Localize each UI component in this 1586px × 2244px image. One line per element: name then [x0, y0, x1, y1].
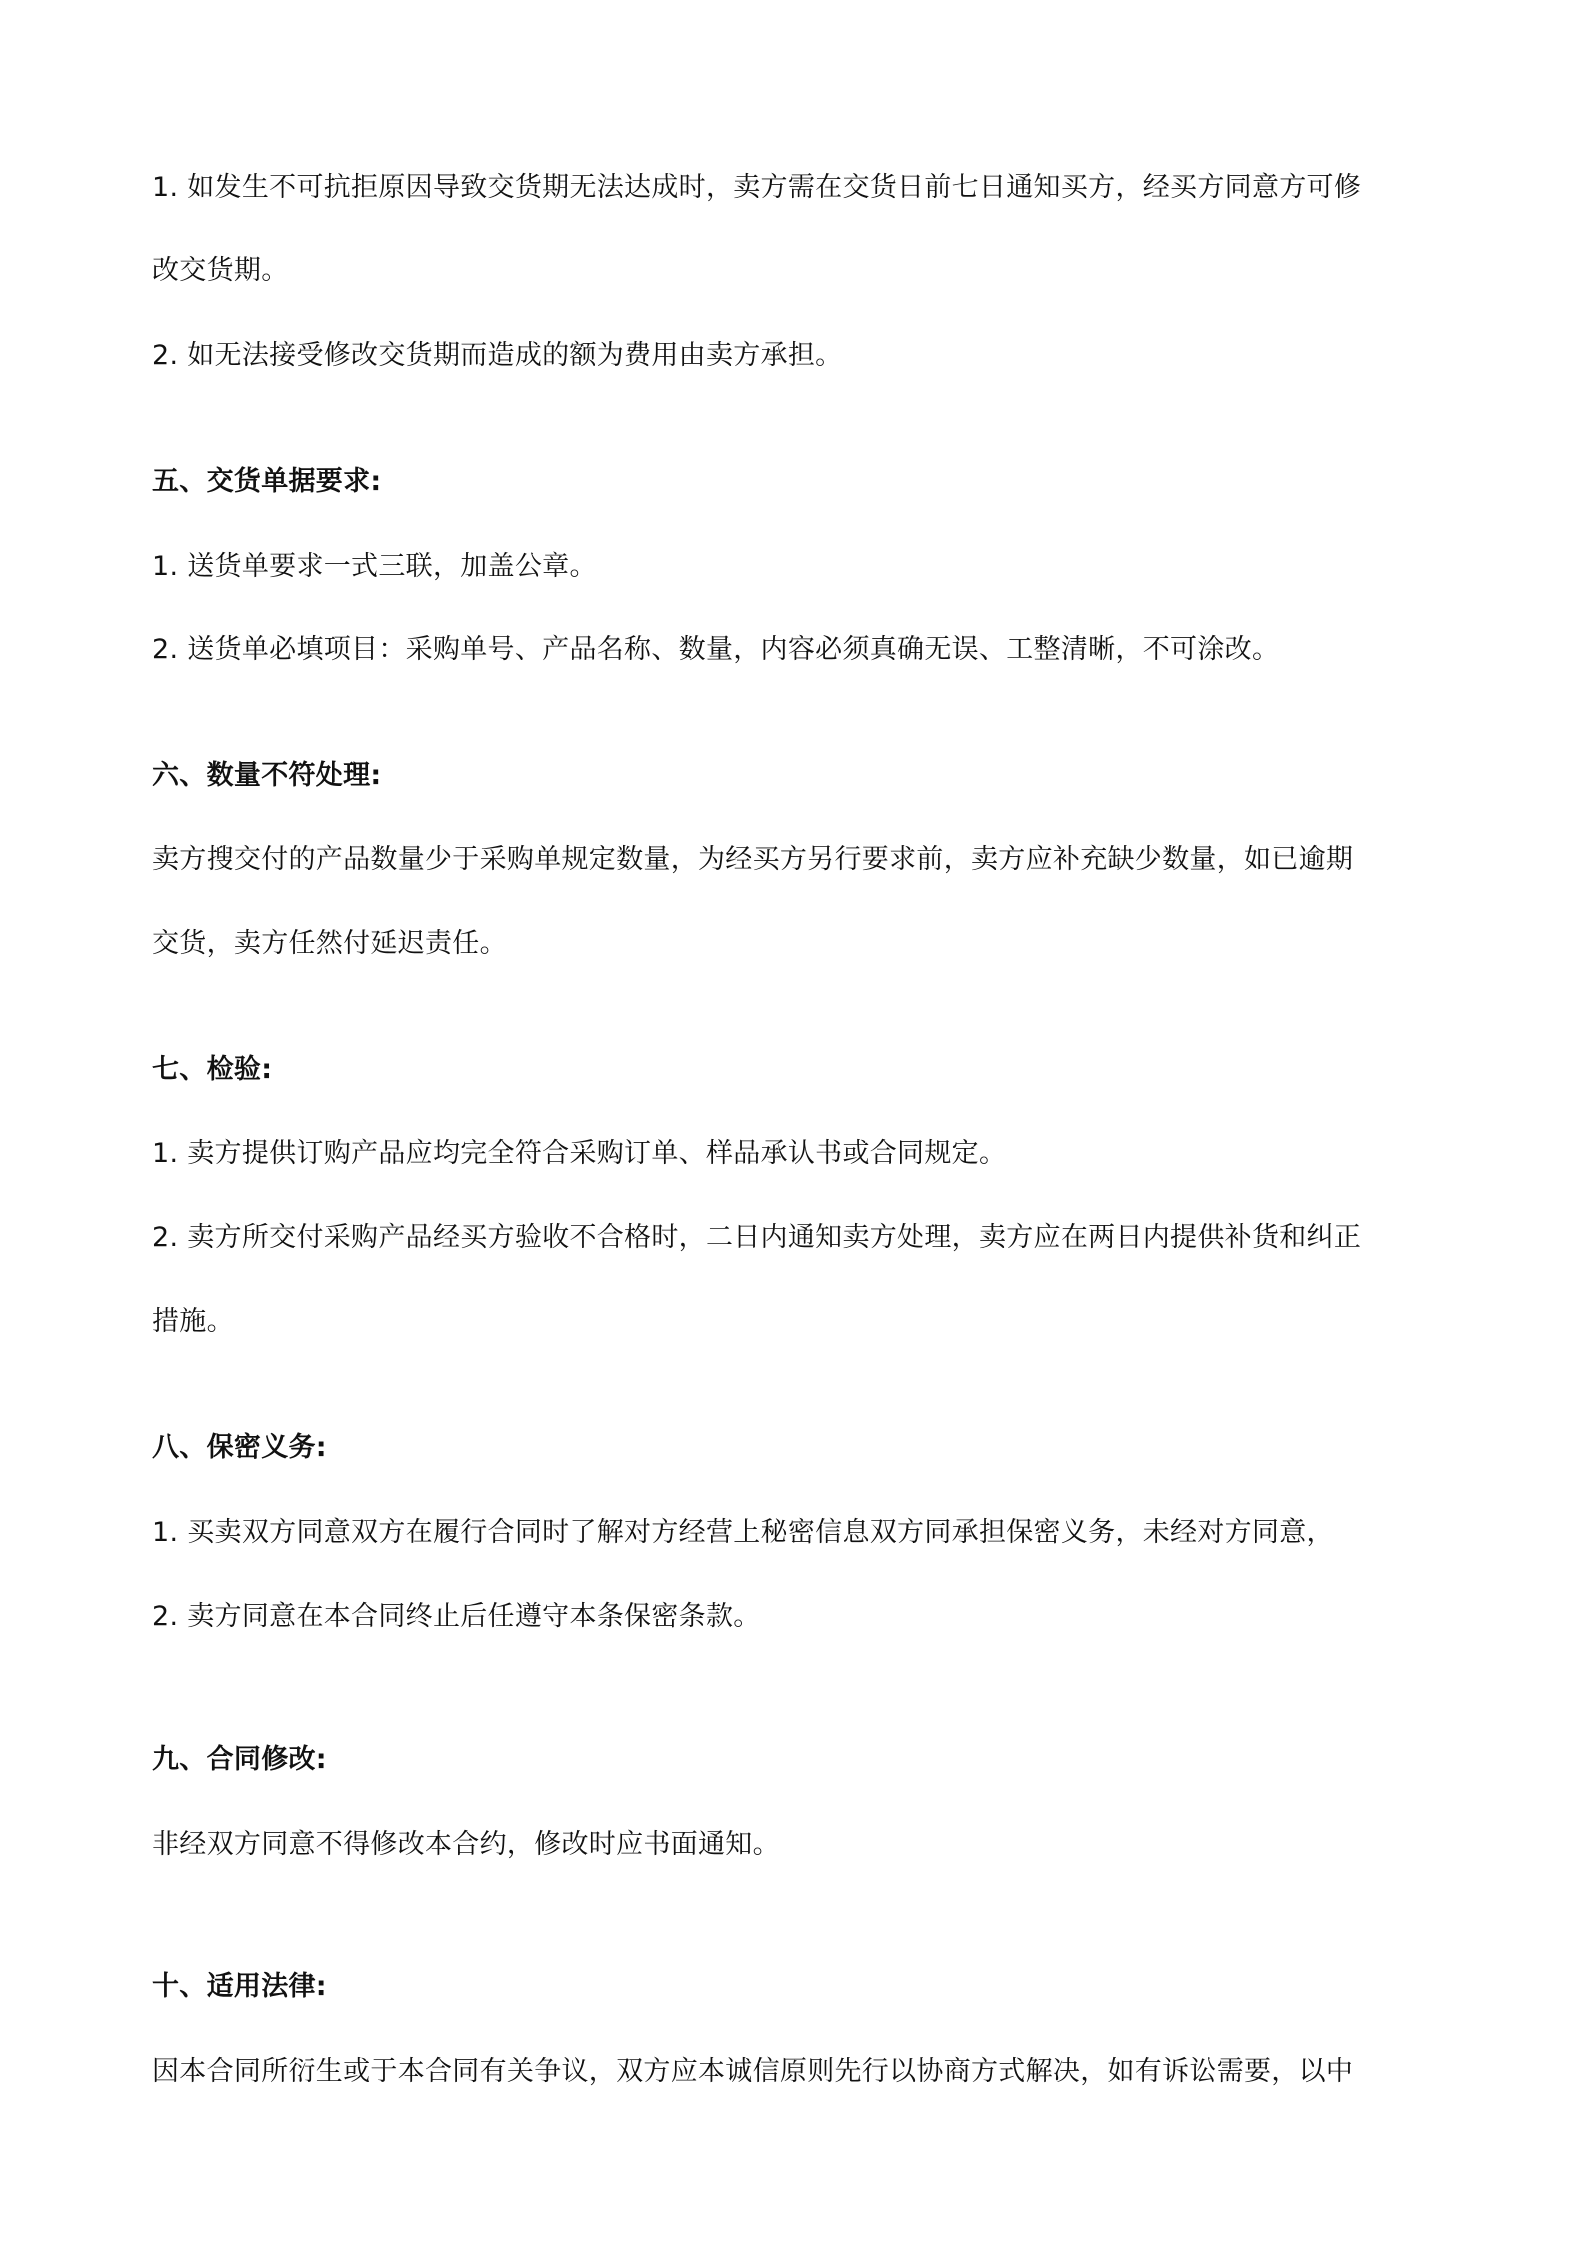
clause9-para: 非经双方同意不得修改本合约，修改时应书面通知。	[152, 1829, 780, 1860]
clause8-heading: 八、保密义务:	[152, 1432, 327, 1463]
clause5-heading: 五、交货单据要求:	[152, 466, 382, 497]
clause4-item1-line1: 1. 如发生不可抗拒原因导致交货期无法达成时，卖方需在交货日前七日通知买方，经买方同意方可修	[152, 172, 1362, 203]
clause10-heading: 十、适用法律:	[152, 1971, 327, 2002]
clause6-heading: 六、数量不符处理:	[152, 760, 382, 791]
clause8-item2: 2. 卖方同意在本合同终止后任遵守本条保密条款。	[152, 1601, 761, 1632]
clause6-para-line2: 交货，卖方任然付延迟责任。	[152, 928, 507, 959]
clause10-para-line1: 因本合同所衍生或于本合同有关争议，双方应本诚信原则先行以协商方式解决，如有诉讼需要，以中	[152, 2056, 1354, 2087]
clause4-item1-line2: 改交货期。	[152, 255, 289, 286]
clause6-para-line1: 卖方搜交付的产品数量少于采购单规定数量，为经买方另行要求前，卖方应补充缺少数量，如已逾期	[152, 844, 1354, 875]
clause9-heading: 九、合同修改:	[152, 1744, 327, 1775]
clause5-item1: 1. 送货单要求一式三联，加盖公章。	[152, 551, 597, 582]
clause4-item2: 2. 如无法接受修改交货期而造成的额为费用由卖方承担。	[152, 340, 843, 371]
clause7-item1: 1. 卖方提供订购产品应均完全符合采购订单、样品承认书或合同规定。	[152, 1138, 1007, 1169]
clause7-item2-line1: 2. 卖方所交付采购产品经买方验收不合格时，二日内通知卖方处理，卖方应在两日内提供补货和纠正	[152, 1222, 1362, 1253]
clause7-item2-line2: 措施。	[152, 1306, 234, 1337]
clause5-item2: 2. 送货单必填项目：采购单号、产品名称、数量，内容必须真确无误、工整清晰，不可涂改。	[152, 634, 1280, 665]
clause7-heading: 七、检验:	[152, 1054, 273, 1085]
clause8-item1: 1. 买卖双方同意双方在履行合同时了解对方经营上秘密信息双方同承担保密义务，未经对方同意，	[152, 1517, 1334, 1548]
